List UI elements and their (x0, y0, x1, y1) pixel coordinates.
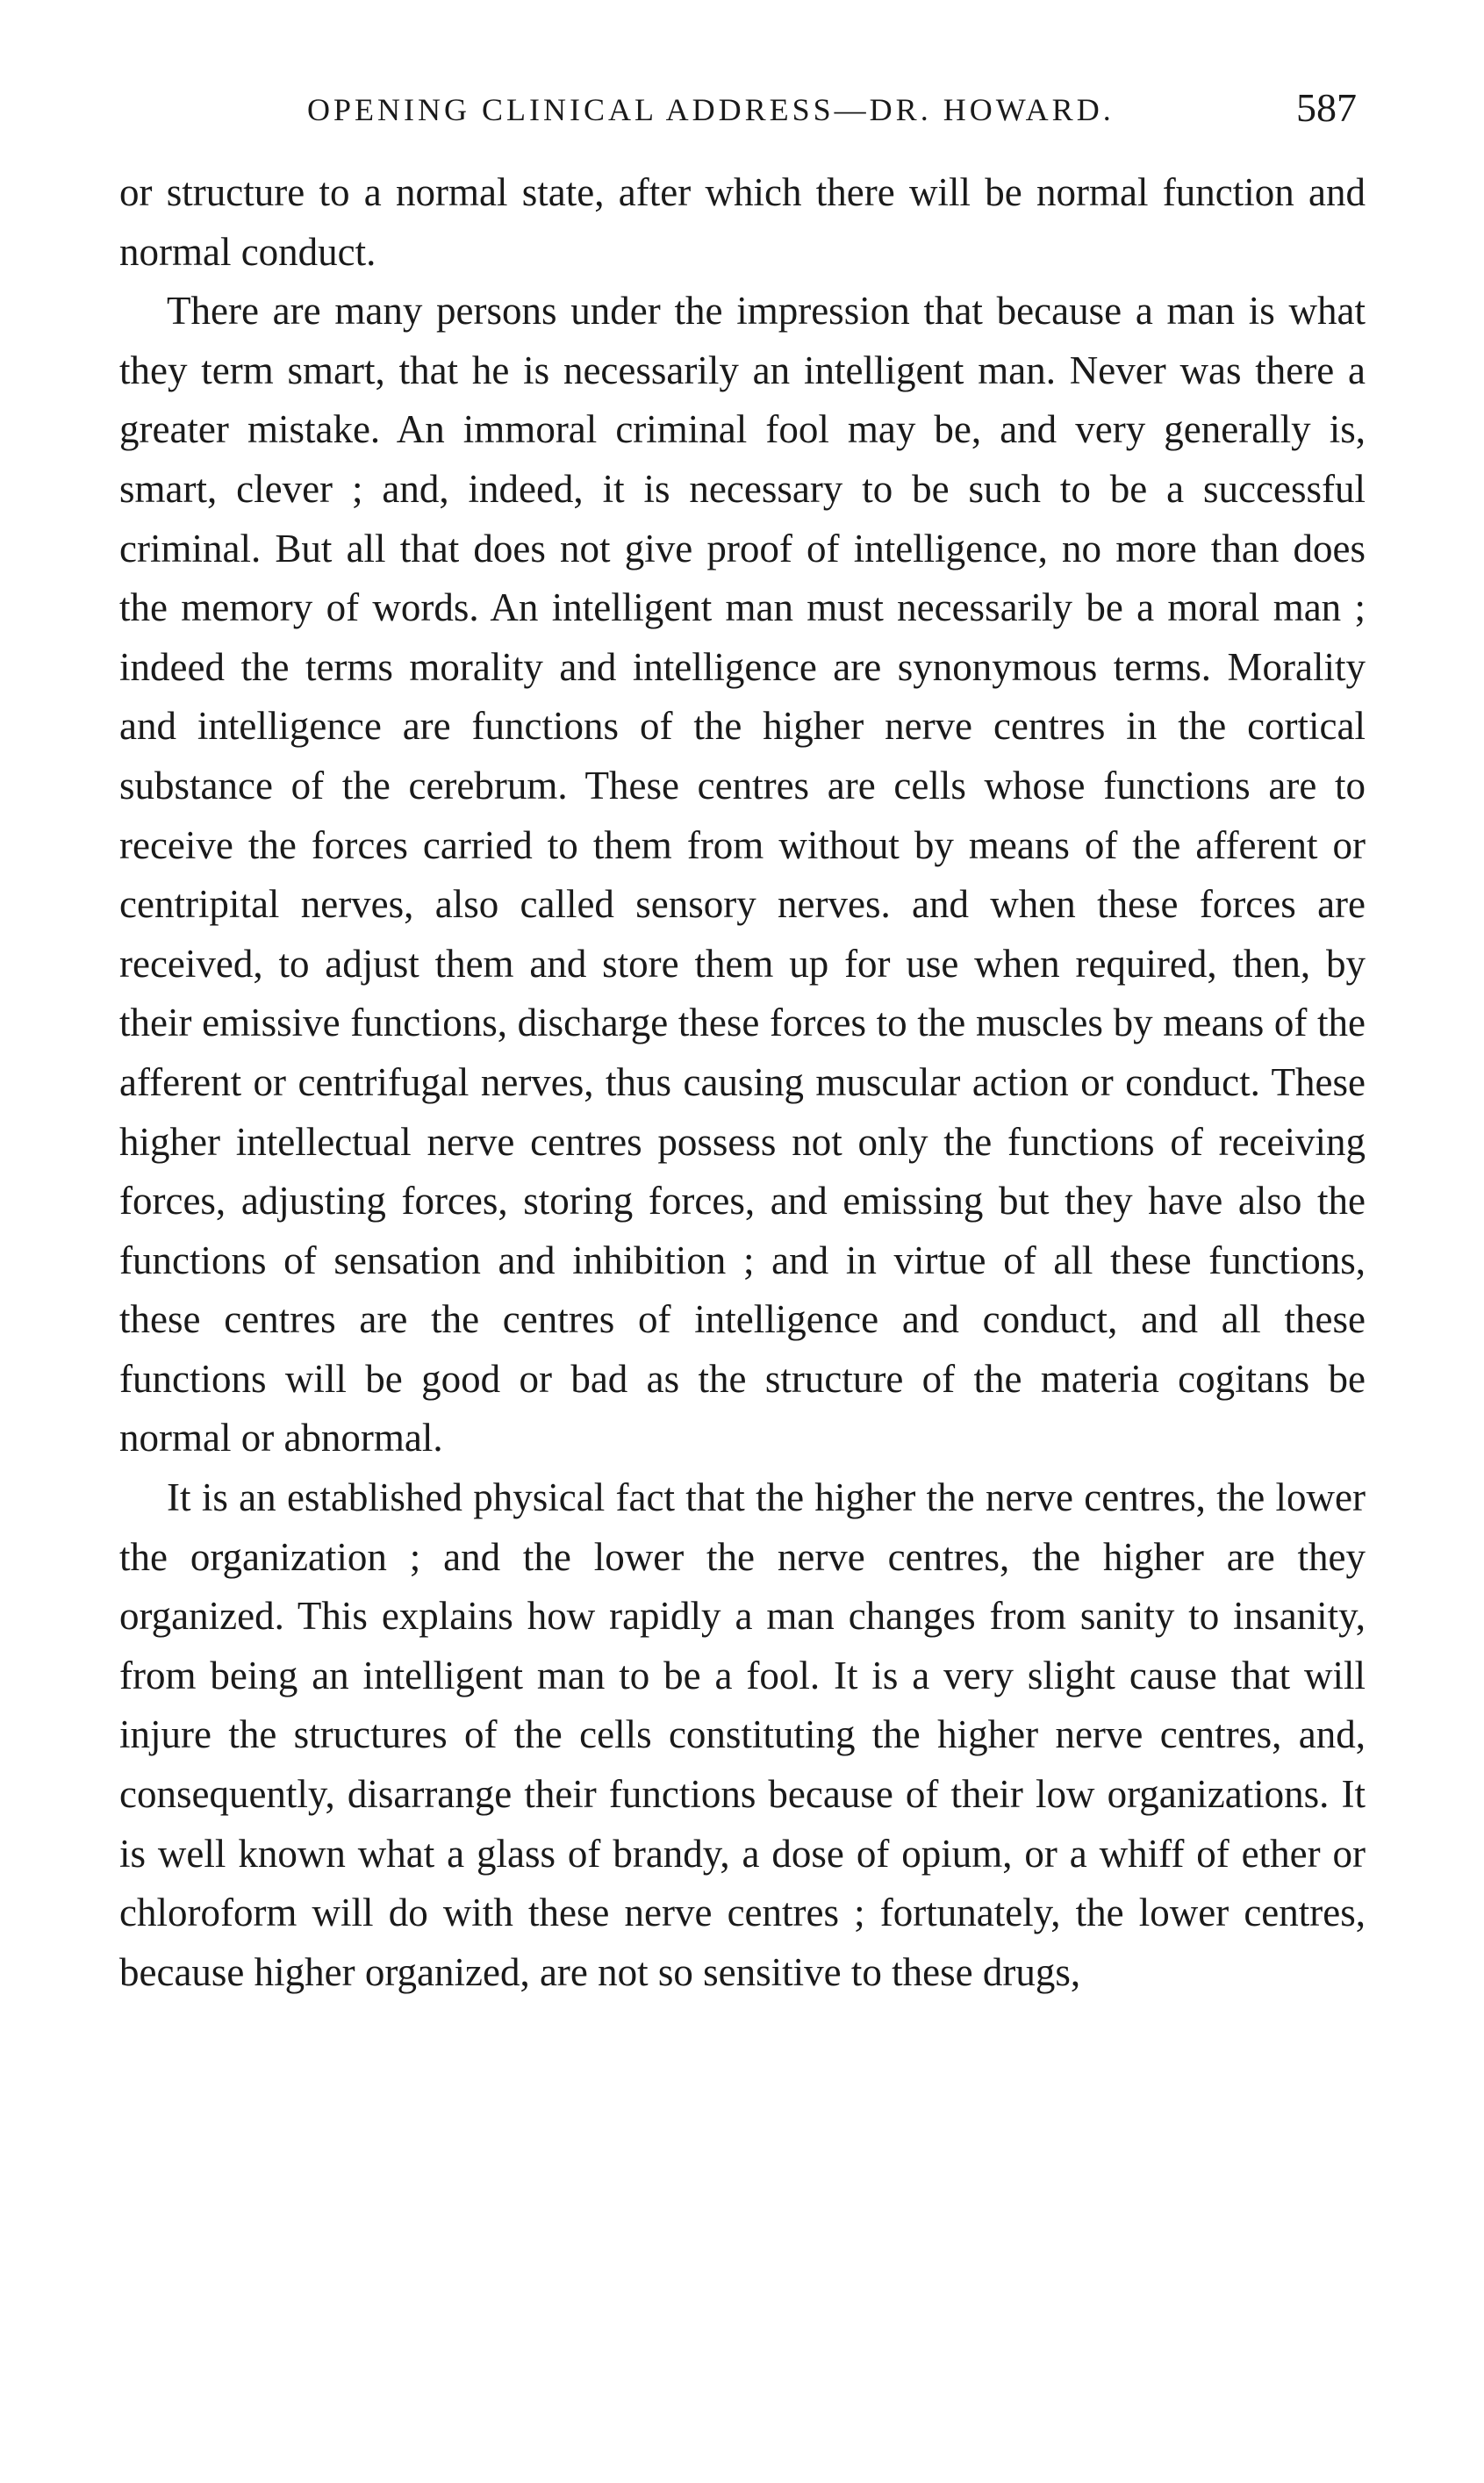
body-text (119, 163, 1366, 2002)
running-header (119, 84, 1366, 146)
paragraph-nerve-centres: It is an established physical fact that the higher the nerve centres, the lower the organization ; and the lower the nerve centres, the higher are they organized. This explains how rapidly a man changes from sanity to insanity, from being an intelligent man to be a fool. It is a very slight cause that will injure the structures of the cells constituting the higher nerve centres, and, consequently, disarrange their functions because of their low organizations. It is well known what a glass of brandy, a dose of opium, or a whiff of ether or chloroform will do with these nerve centres ; fortunately, the lower centres, because higher organized, are not so sensitive to these drugs, (119, 1475, 1366, 1994)
running-title: OPENING CLINICAL ADDRESS—DR. HOWARD. (307, 92, 1115, 127)
paragraph-continuation: or structure to a normal state, after which there will be normal function and normal conduct. (119, 170, 1366, 274)
page-number: 587 (1296, 85, 1357, 130)
paragraph-intelligence-morality: There are many persons under the impression that because a man is what they term smart, that he is necessarily an intelligent man. Never was there a greater mistake. An immoral criminal fool may be, and very generally is, smart, clever ; and, indeed, it is necessary to be such to be a successful criminal. But all that does not give proof of intelligence, no more than does the memory of words. An intelligent man must necessarily be a moral man ; indeed the terms morality and intelligence are synonymous terms. Morality and intelligence are functions of the higher nerve centres in the cortical substance of the cerebrum. These centres are cells whose functions are to receive the forces carried to them from without by means of the afferent or centripital nerves, also called sensory nerves. and when these forces are received, to adjust them and store them up for use when required, then, by their emissive functions, discharge these forces to the muscles by means of the afferent or centrifugal nerves, thus causing muscular action or conduct. These higher intellectual nerve centres possess not only the functions of receiving forces, adjusting forces, storing forces, and emissing but they have also the functions of sensation and inhibition ; and in virtue of all these functions, these centres are the centres of intelligence and conduct, and all these functions will be good or bad as the structure of the materia cogitans be normal or abnormal. (119, 289, 1366, 1460)
